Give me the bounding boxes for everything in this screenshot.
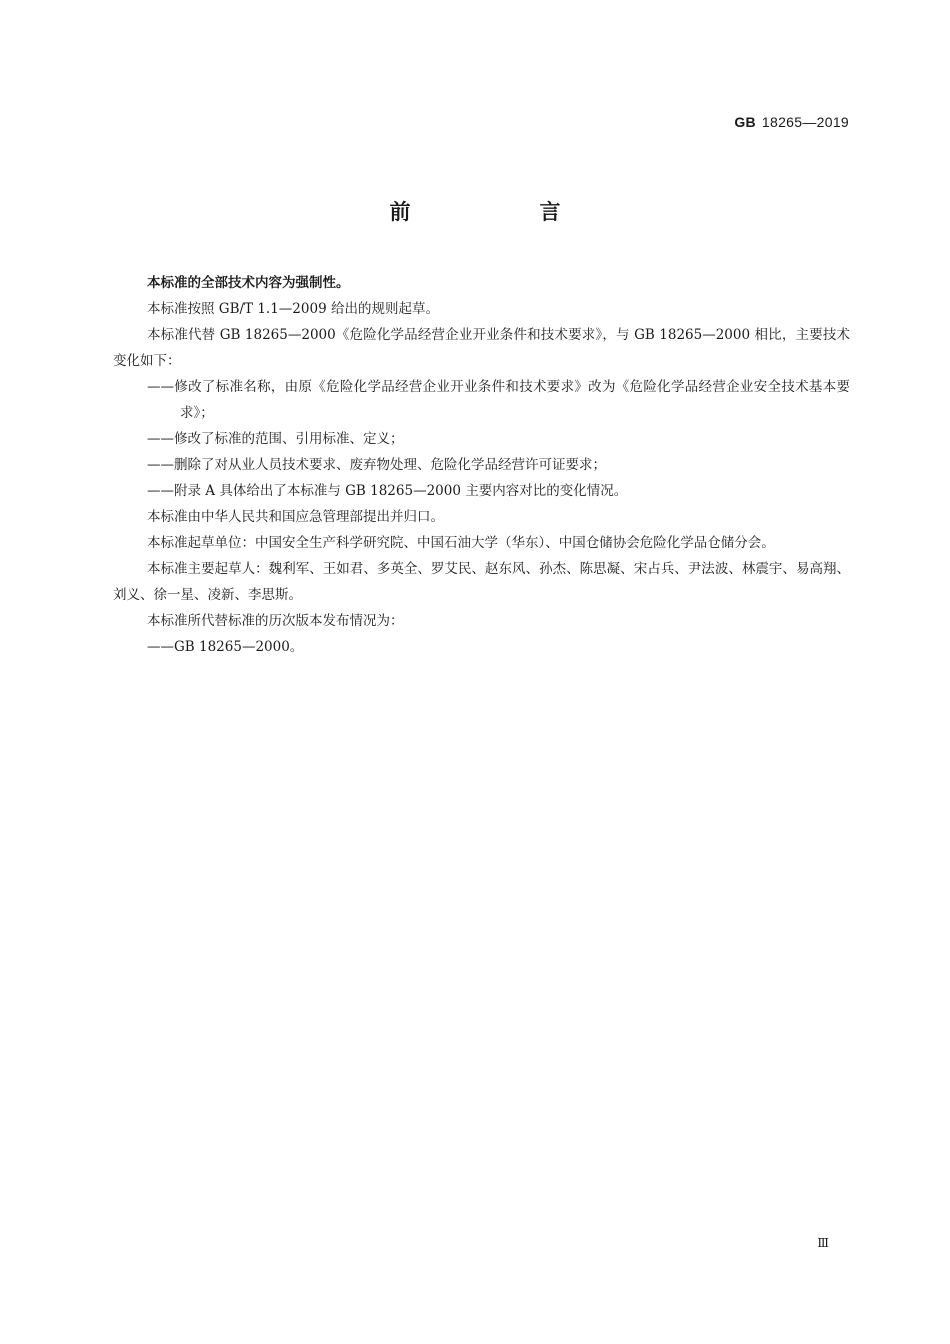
history-item-1: ——GB 18265—2000。	[147, 639, 304, 655]
change-item-1: ——修改了标准名称，由原《危险化学品经营企业开业条件和技术要求》改为《危险化学品经营企业安全技术基本要求》；	[147, 379, 850, 421]
page-number: Ⅲ	[817, 1236, 829, 1250]
replacement-paragraph: 本标准代替 GB 18265—2000《危险化学品经营企业开业条件和技术要求》，与 GB 18265—2000 相比，主要技术变化如下：	[113, 327, 850, 369]
page-title: 前 言	[389, 200, 615, 224]
change-item-3: ——删除了对从业人员技术要求、废弃物处理、危险化学品经营许可证要求；	[147, 457, 606, 473]
drafting-rules-paragraph: 本标准按照 GB/T 1.1—2009 给出的规则起草。	[147, 301, 439, 317]
standard-code	[734, 114, 849, 130]
change-item-2: ——修改了标准的范围、引用标准、定义；	[147, 431, 404, 447]
proposer-paragraph: 本标准由中华人民共和国应急管理部提出并归口。	[147, 509, 444, 525]
change-item-4: ——附录 A 具体给出了本标准与 GB 18265—2000 主要内容对比的变化情况。	[147, 483, 628, 499]
standard-number: 18265—2019	[761, 114, 849, 130]
drafters-paragraph: 本标准主要起草人：魏利军、王如君、多英全、罗艾民、赵东风、孙杰、陈思凝、宋占兵、尹法波、林震宇、易高翔、刘义、徐一星、凌新、李思斯。	[113, 561, 850, 603]
history-paragraph: 本标准所代替标准的历次版本发布情况为：	[147, 613, 404, 629]
standard-prefix: GB	[734, 114, 756, 130]
mandatory-statement: 本标准的全部技术内容为强制性。	[147, 275, 350, 291]
foreword-body	[113, 270, 850, 660]
drafting-units-paragraph: 本标准起草单位：中国安全生产科学研究院、中国石油大学（华东）、中国仓储协会危险化学品仓储分会。	[147, 535, 775, 551]
